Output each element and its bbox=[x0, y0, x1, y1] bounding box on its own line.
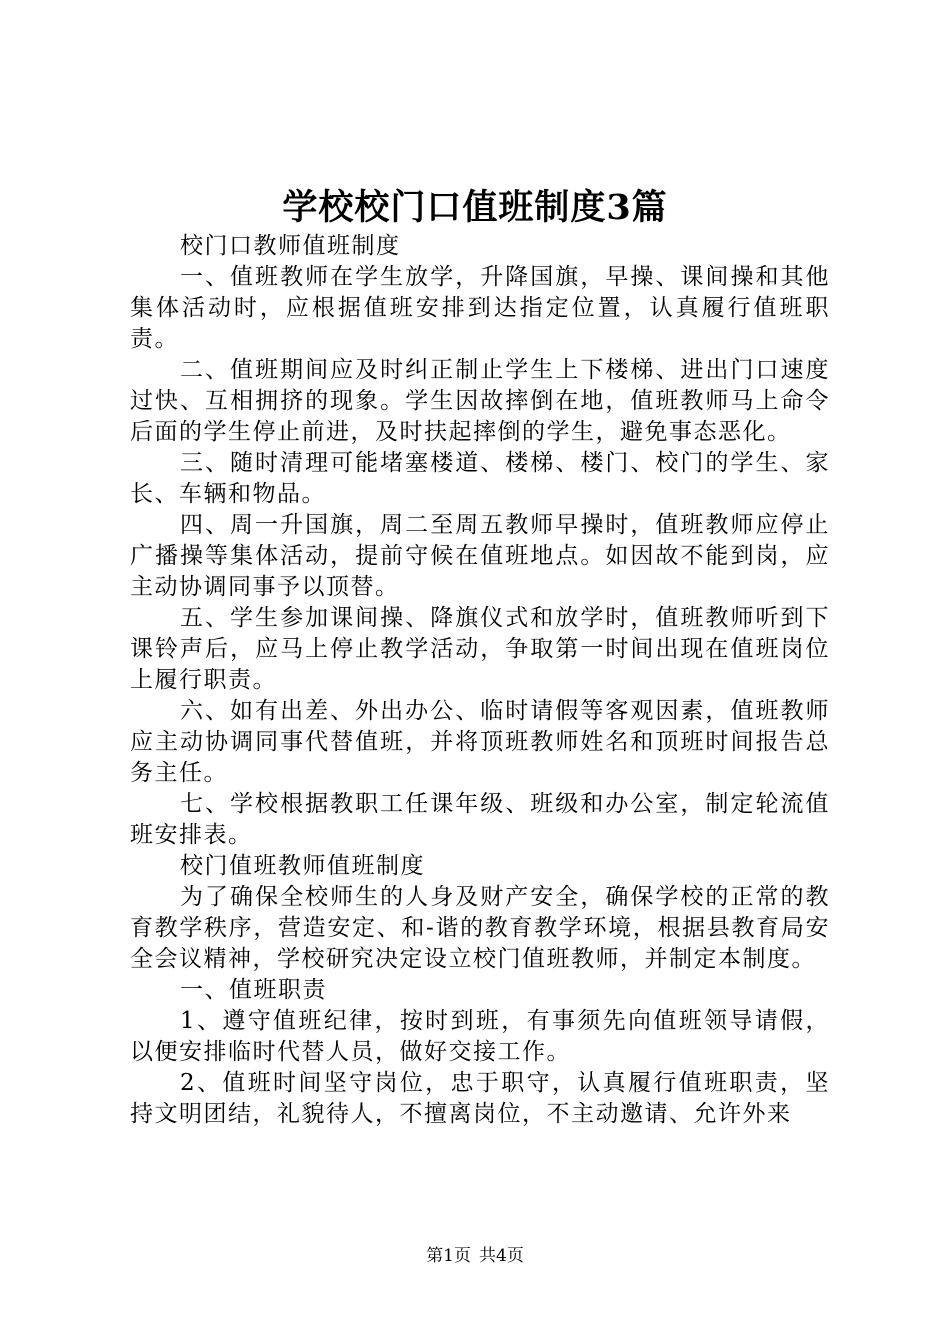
document-body bbox=[130, 231, 830, 1130]
paragraph: 一、值班教师在学生放学，升降国旗，早操、课间操和其他集体活动时，应根据值班安排到达指定位置，认真履行值班职责。 bbox=[130, 264, 830, 352]
paragraph: 2、值班时间坚守岗位，忠于职守，认真履行值班职责，坚持文明团结，礼貌待人，不擅离岗位，不主动邀请、允许外来 bbox=[130, 1070, 830, 1127]
section-heading: 校门值班教师值班制度 bbox=[180, 853, 425, 879]
paragraph: 七、学校根据教职工任课年级、班级和办公室，制定轮流值班安排表。 bbox=[130, 791, 830, 848]
page-footer bbox=[0, 1244, 950, 1268]
subsection-heading: 一、值班职责 bbox=[180, 977, 327, 1003]
paragraph: 二、值班期间应及时纠正制止学生上下楼梯、进出门口速度过快、互相拥挤的现象。学生因故摔倒在地，值班教师马上命令后面的学生停止前进，及时扶起摔倒的学生，避免事态恶化。 bbox=[130, 357, 830, 445]
page-number: 第1页 bbox=[426, 1246, 471, 1266]
paragraph: 三、随时清理可能堵塞楼道、楼梯、楼门、校门的学生、家长、车辆和物品。 bbox=[130, 450, 830, 507]
paragraph: 为了确保全校师生的人身及财产安全，确保学校的正常的教育教学秩序，营造安定、和-谐的教育教学环境，根据县教育局安全会议精神，学校研究决定设立校门值班教师，并制定本制度。 bbox=[130, 884, 830, 972]
document-title: 学校校门口值班制度3篇 bbox=[282, 187, 668, 228]
page-total: 共4页 bbox=[479, 1246, 524, 1266]
paragraph: 四、周一升国旗，周二至周五教师早操时，值班教师应停止广播操等集体活动，提前守候在值班地点。如因故不能到岗，应主动协调同事予以顶替。 bbox=[130, 512, 830, 600]
paragraph: 五、学生参加课间操、降旗仪式和放学时，值班教师听到下课铃声后，应马上停止教学活动，争取第一时间出现在值班岗位上履行职责。 bbox=[130, 605, 830, 693]
paragraph: 六、如有出差、外出办公、临时请假等客观因素，值班教师应主动协调同事代替值班，并将顶班教师姓名和顶班时间报告总务主任。 bbox=[130, 698, 830, 786]
section-heading: 校门口教师值班制度 bbox=[180, 233, 401, 259]
paragraph: 1、遵守值班纪律，按时到班，有事须先向值班领导请假，以便安排临时代替人员，做好交接工作。 bbox=[130, 1008, 830, 1065]
